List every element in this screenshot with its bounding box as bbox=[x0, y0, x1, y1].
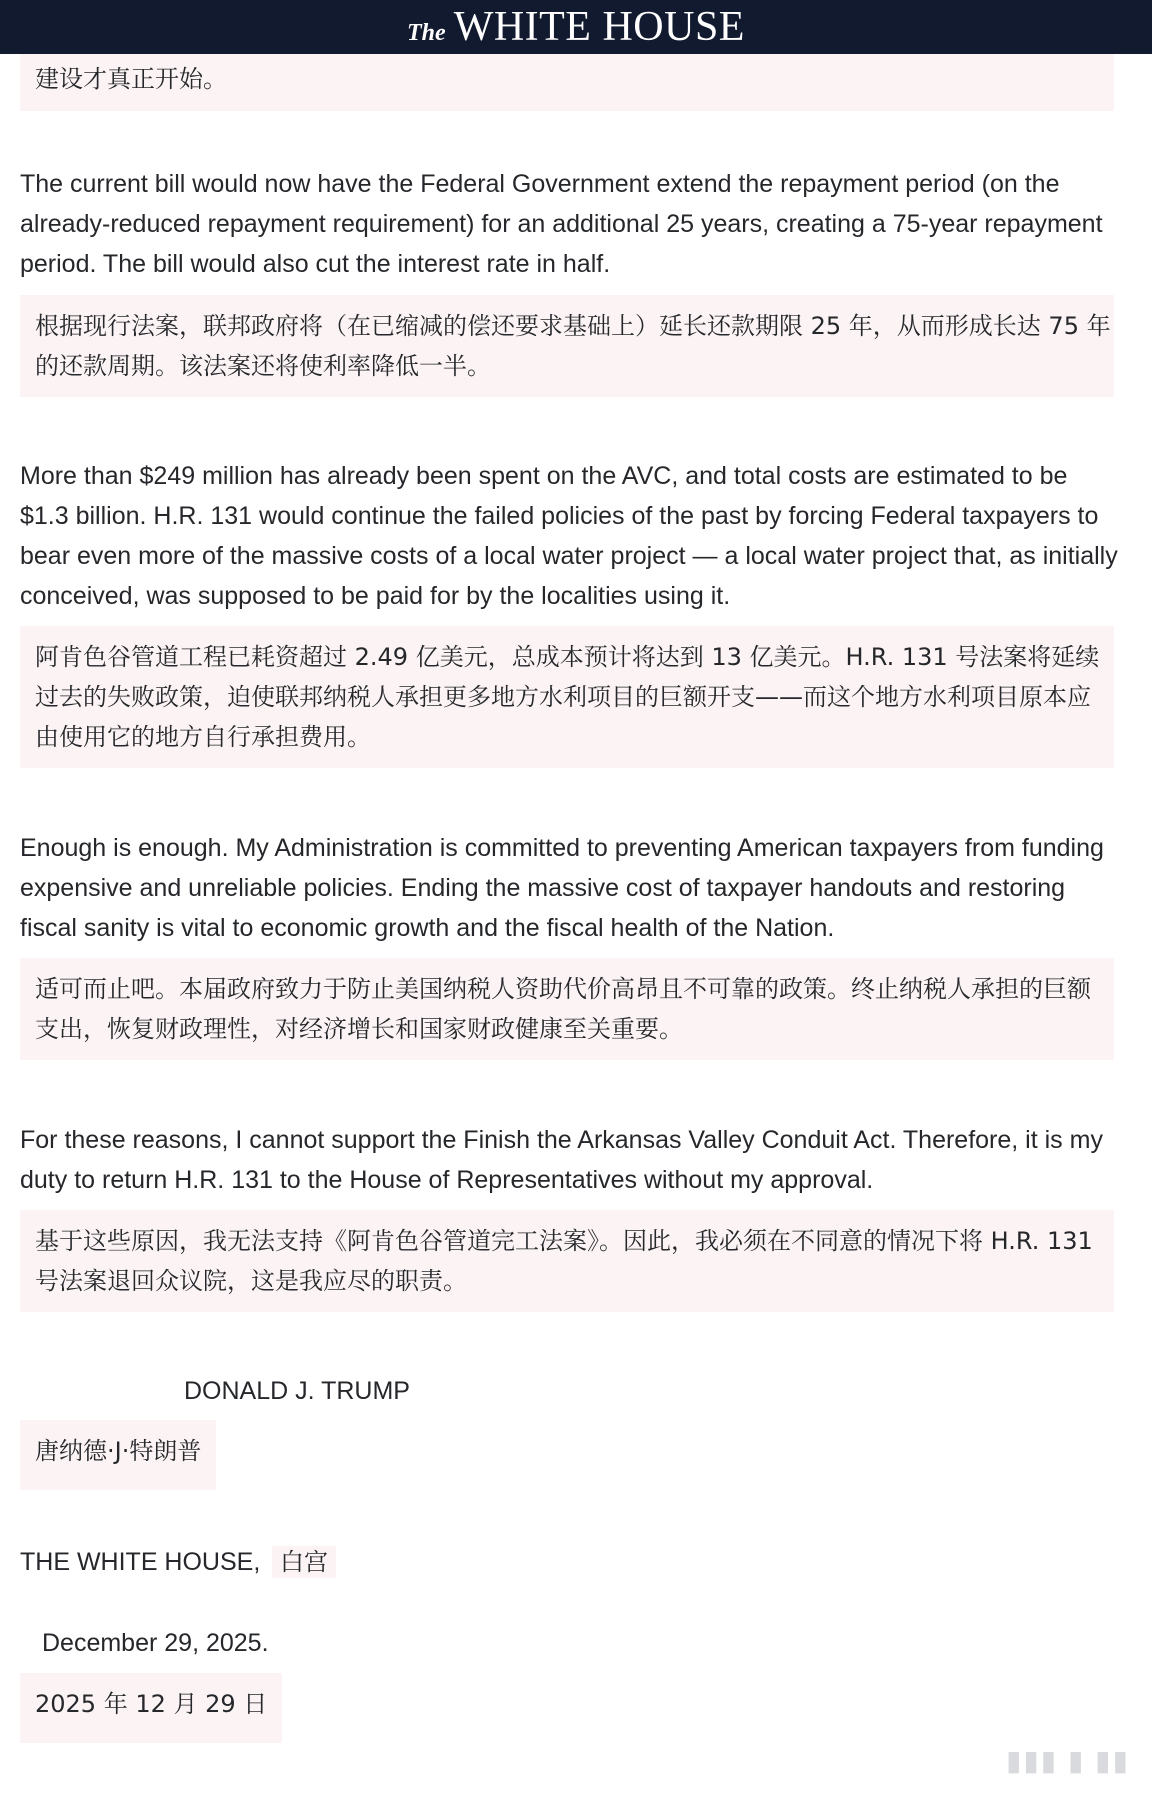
footer-date: December 29, 2025. bbox=[42, 1629, 269, 1657]
paragraph-reasons: For these reasons, I cannot support the Finish the Arkansas Valley Conduit Act. Therefore, it is my duty to return H.R. 131 to the House of Representatives without my approval. bbox=[20, 1126, 1103, 1194]
logo-title: WHITE HOUSE bbox=[453, 4, 745, 50]
logo-the: The bbox=[407, 20, 446, 46]
paragraph-costs: More than $249 million has already been spent on the AVC, and total costs are estimated to be $1.3 billion. H.R. 131 would continue the failed policies of the past by forcing Federal taxpayers to bear even more of the massive costs of a local water project — a local water project that, as initially conceived, was supposed to be paid for by the localities using it. bbox=[20, 462, 1118, 610]
signature-name: DONALD J. TRUMP bbox=[184, 1377, 410, 1405]
paragraph-enough: Enough is enough. My Administration is committed to preventing American taxpayers from funding expensive and unreliable policies. Ending the massive cost of taxpayer handouts and restoring fiscal sanity is vital to economic growth and the fiscal health of the Nation. bbox=[20, 834, 1104, 942]
translation-costs: 阿肯色谷管道工程已耗资超过 2.49 亿美元，总成本预计将达到 13 亿美元。H.R. 131 号法案将延续过去的失败政策，迫使联邦纳税人承担更多地方水利项目的巨额开支——而这个地方水利项目原本应由使用它的地方自行承担费用。 bbox=[20, 626, 1114, 768]
paragraph-repayment: The current bill would now have the Federal Government extend the repayment period (on the already-reduced repayment requirement) for an additional 25 years, creating a 75-year repayment period. The bill would also cut the interest rate in half. bbox=[20, 170, 1103, 278]
site-header bbox=[0, 0, 1152, 54]
watermark-icon: ▮▮▮ ▮ ▮▮ bbox=[1005, 1745, 1130, 1776]
footer-date-translation: 2025 年 12 月 29 日 bbox=[20, 1673, 282, 1743]
translation-enough: 适可而止吧。本届政府致力于防止美国纳税人资助代价高昂且不可靠的政策。终止纳税人承担的巨额支出，恢复财政理性，对经济增长和国家财政健康至关重要。 bbox=[20, 958, 1114, 1060]
translation-block-top: 建设才真正开始。 bbox=[20, 54, 1114, 111]
signature-translation: 唐纳德·J·特朗普 bbox=[20, 1420, 216, 1490]
translation-reasons: 基于这些原因，我无法支持《阿肯色谷管道完工法案》。因此，我必须在不同意的情况下将 H.R. 131 号法案退回众议院，这是我应尽的职责。 bbox=[20, 1210, 1114, 1312]
footer-house: THE WHITE HOUSE, bbox=[20, 1548, 261, 1576]
white-house-logo[interactable] bbox=[407, 3, 745, 51]
translation-repayment: 根据现行法案，联邦政府将（在已缩减的偿还要求基础上）延长还款期限 25 年，从而形成长达 75 年的还款周期。该法案还将使利率降低一半。 bbox=[20, 295, 1114, 397]
footer-house-translation: 白宫 bbox=[272, 1546, 336, 1578]
